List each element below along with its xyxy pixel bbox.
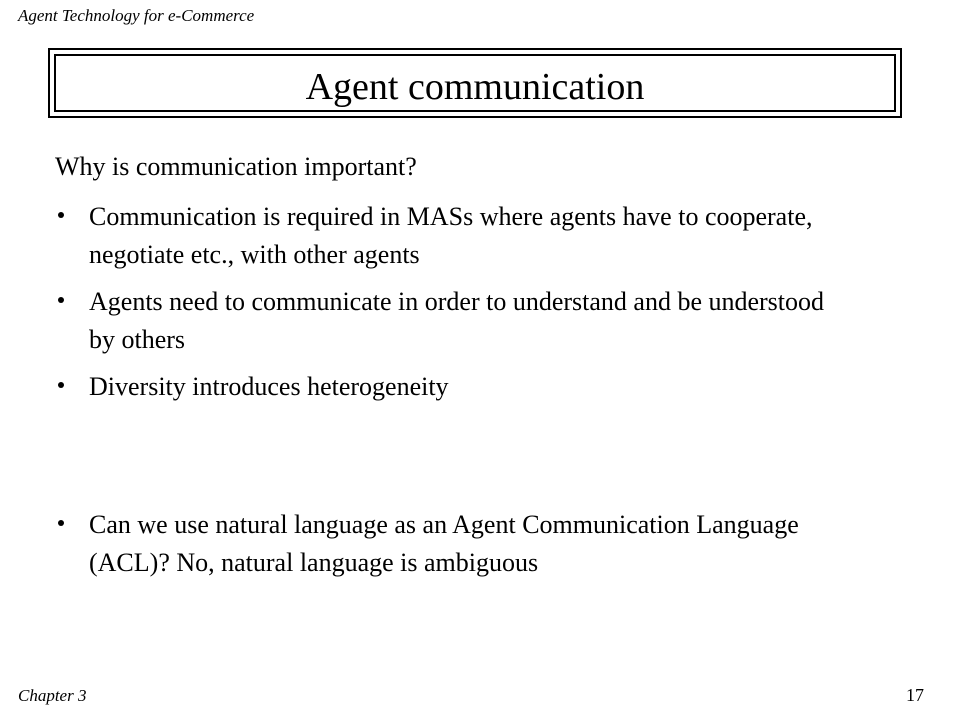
slide-title: Agent communication bbox=[305, 66, 645, 108]
page-number: 17 bbox=[906, 685, 924, 705]
bullet-text: Can we use natural language as an Agent Communication Language (ACL)? No, natural language is ambiguous bbox=[89, 510, 799, 577]
chapter-label: Chapter 3 bbox=[18, 686, 87, 705]
course-header: Agent Technology for e-Commerce bbox=[18, 6, 255, 25]
bullet-text: Communication is required in MASs where agents have to cooperate, negotiate etc., with other agents bbox=[89, 202, 813, 269]
intro-question: Why is communication important? bbox=[55, 152, 417, 181]
bullet-icon bbox=[58, 520, 64, 526]
bullet-text: Diversity introduces heterogeneity bbox=[89, 372, 449, 401]
bullet-icon bbox=[58, 297, 64, 303]
bullet-text: Agents need to communicate in order to understand and be understood by others bbox=[89, 287, 825, 354]
bullet-icon bbox=[58, 212, 64, 218]
bullet-icon bbox=[58, 382, 64, 388]
